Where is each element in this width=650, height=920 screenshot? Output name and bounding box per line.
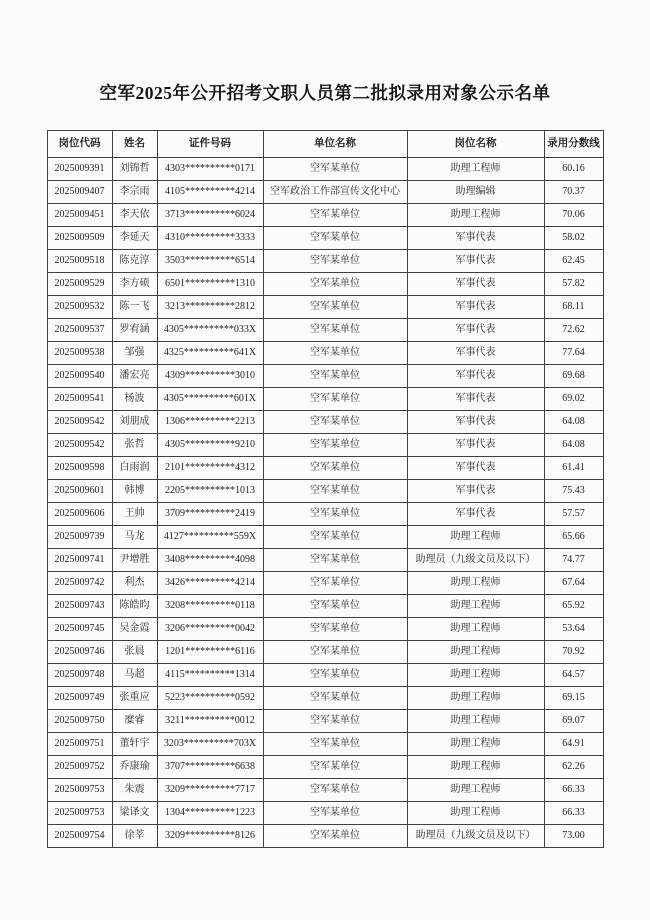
table-cell: 2025009606 (47, 503, 112, 526)
table-cell: 空军某单位 (263, 273, 407, 296)
table-cell: 2025009752 (47, 756, 112, 779)
table-cell: 3208**********0118 (157, 595, 263, 618)
table-cell: 空军某单位 (263, 503, 407, 526)
table-cell: 3503**********6514 (157, 250, 263, 273)
table-cell: 70.92 (544, 641, 603, 664)
table-cell: 军事代表 (407, 411, 544, 434)
table-cell: 空军某单位 (263, 779, 407, 802)
table-row (47, 526, 603, 549)
table-cell: 陈克淳 (112, 250, 157, 273)
table-row (47, 296, 603, 319)
column-header: 姓名 (112, 131, 157, 158)
table-cell: 3206**********0042 (157, 618, 263, 641)
table-row (47, 618, 603, 641)
table-body (47, 158, 603, 848)
table-cell: 空军某单位 (263, 595, 407, 618)
table-cell: 韩博 (112, 480, 157, 503)
table-cell: 空军某单位 (263, 457, 407, 480)
table-cell: 64.57 (544, 664, 603, 687)
table-row (47, 342, 603, 365)
table-cell: 李天依 (112, 204, 157, 227)
table-cell: 2025009542 (47, 411, 112, 434)
table-row (47, 365, 603, 388)
table-cell: 助理工程师 (407, 572, 544, 595)
table-row (47, 388, 603, 411)
table-cell: 军事代表 (407, 503, 544, 526)
table-cell: 69.68 (544, 365, 603, 388)
table-cell: 70.37 (544, 181, 603, 204)
table-cell: 68.11 (544, 296, 603, 319)
table-cell: 3209**********7717 (157, 779, 263, 802)
table-cell: 2025009746 (47, 641, 112, 664)
table-cell: 62.26 (544, 756, 603, 779)
table-cell: 2025009739 (47, 526, 112, 549)
table-cell: 2025009753 (47, 779, 112, 802)
table-cell: 空军某单位 (263, 825, 407, 848)
table-cell: 助理员（九级文员及以下） (407, 825, 544, 848)
table-row (47, 549, 603, 572)
table-cell: 助理工程师 (407, 641, 544, 664)
table-cell: 2025009753 (47, 802, 112, 825)
table-cell: 陈一飞 (112, 296, 157, 319)
table-row (47, 710, 603, 733)
table-cell: 尹增胜 (112, 549, 157, 572)
table-cell: 66.33 (544, 802, 603, 825)
table-cell: 1201**********6116 (157, 641, 263, 664)
table-cell: 助理工程师 (407, 733, 544, 756)
table-row (47, 572, 603, 595)
table-cell: 4115**********1314 (157, 664, 263, 687)
table-cell: 4305**********601X (157, 388, 263, 411)
table-cell: 2025009532 (47, 296, 112, 319)
table-row (47, 641, 603, 664)
table-cell: 邹强 (112, 342, 157, 365)
table-cell: 57.82 (544, 273, 603, 296)
table-cell: 空军某单位 (263, 434, 407, 457)
table-cell: 4310**********3333 (157, 227, 263, 250)
table-cell: 助理工程师 (407, 802, 544, 825)
table-cell: 2025009540 (47, 365, 112, 388)
table-row (47, 227, 603, 250)
column-header: 岗位代码 (47, 131, 112, 158)
table-cell: 65.92 (544, 595, 603, 618)
column-header: 岗位名称 (407, 131, 544, 158)
table-cell: 67.64 (544, 572, 603, 595)
table-cell: 空军某单位 (263, 526, 407, 549)
table-cell: 助理工程师 (407, 618, 544, 641)
table-cell: 助理工程师 (407, 664, 544, 687)
table-cell: 徐莘 (112, 825, 157, 848)
table-cell: 空军某单位 (263, 388, 407, 411)
table-cell: 1306**********2213 (157, 411, 263, 434)
table-cell: 潘宏亮 (112, 365, 157, 388)
table-cell: 张重应 (112, 687, 157, 710)
table-cell: 军事代表 (407, 434, 544, 457)
table-cell: 白雨润 (112, 457, 157, 480)
table-cell: 军事代表 (407, 365, 544, 388)
table-cell: 朱震 (112, 779, 157, 802)
table-cell: 2025009407 (47, 181, 112, 204)
table-cell: 3408**********4098 (157, 549, 263, 572)
table-cell: 2025009750 (47, 710, 112, 733)
table-cell: 助理工程师 (407, 710, 544, 733)
table-cell: 马超 (112, 664, 157, 687)
table-cell: 2025009598 (47, 457, 112, 480)
table-cell: 4309**********3010 (157, 365, 263, 388)
table-cell: 61.41 (544, 457, 603, 480)
table-cell: 3709**********2419 (157, 503, 263, 526)
table-cell: 1304**********1223 (157, 802, 263, 825)
table-cell: 77.64 (544, 342, 603, 365)
table-cell: 军事代表 (407, 273, 544, 296)
table-cell: 李宗雨 (112, 181, 157, 204)
table-cell: 杨波 (112, 388, 157, 411)
table-cell: 2025009741 (47, 549, 112, 572)
table-cell: 空军某单位 (263, 342, 407, 365)
table-row (47, 181, 603, 204)
table-cell: 马龙 (112, 526, 157, 549)
table-cell: 空军政治工作部宣传文化中心 (263, 181, 407, 204)
table-header-row (47, 131, 603, 158)
table-cell: 助理工程师 (407, 158, 544, 181)
table-cell: 陈皓昀 (112, 595, 157, 618)
table-cell: 2025009542 (47, 434, 112, 457)
table-cell: 2025009518 (47, 250, 112, 273)
table-cell: 空军某单位 (263, 296, 407, 319)
table-cell: 王帅 (112, 503, 157, 526)
column-header: 证件号码 (157, 131, 263, 158)
column-header: 录用分数线 (544, 131, 603, 158)
table-cell: 73.00 (544, 825, 603, 848)
table-cell: 57.57 (544, 503, 603, 526)
table-row (47, 825, 603, 848)
table-cell: 张哲 (112, 434, 157, 457)
table-cell: 助理工程师 (407, 595, 544, 618)
table-cell: 3203**********703X (157, 733, 263, 756)
table-row (47, 687, 603, 710)
table-cell: 3707**********6638 (157, 756, 263, 779)
table-cell: 空军某单位 (263, 664, 407, 687)
table-cell: 4303**********0171 (157, 158, 263, 181)
table-cell: 空军某单位 (263, 756, 407, 779)
table-row (47, 319, 603, 342)
table-row (47, 480, 603, 503)
table-cell: 刘锦哲 (112, 158, 157, 181)
table-cell: 空军某单位 (263, 733, 407, 756)
table-cell: 利杰 (112, 572, 157, 595)
table-cell: 糜睿 (112, 710, 157, 733)
table-row (47, 595, 603, 618)
table-cell: 空军某单位 (263, 204, 407, 227)
table-cell: 空军某单位 (263, 641, 407, 664)
table-cell: 助理编辑 (407, 181, 544, 204)
table-cell: 2025009754 (47, 825, 112, 848)
table-cell: 空军某单位 (263, 618, 407, 641)
table-cell: 69.02 (544, 388, 603, 411)
table-row (47, 158, 603, 181)
table-cell: 乔康瑜 (112, 756, 157, 779)
table-cell: 62.45 (544, 250, 603, 273)
table-cell: 2025009743 (47, 595, 112, 618)
table-cell: 2025009529 (47, 273, 112, 296)
table-cell: 空军某单位 (263, 365, 407, 388)
table-cell: 72.62 (544, 319, 603, 342)
table-row (47, 802, 603, 825)
table-cell: 2025009748 (47, 664, 112, 687)
table-cell: 64.08 (544, 411, 603, 434)
table-cell: 69.15 (544, 687, 603, 710)
table-cell: 助理员（九级文员及以下） (407, 549, 544, 572)
table-cell: 2205**********1013 (157, 480, 263, 503)
table-row (47, 204, 603, 227)
table-cell: 3209**********8126 (157, 825, 263, 848)
table-cell: 65.66 (544, 526, 603, 549)
table-cell: 空军某单位 (263, 480, 407, 503)
table-cell: 64.91 (544, 733, 603, 756)
table-cell: 2025009742 (47, 572, 112, 595)
table-cell: 空军某单位 (263, 250, 407, 273)
table-cell: 2025009538 (47, 342, 112, 365)
table-cell: 4305**********033X (157, 319, 263, 342)
table-cell: 空军某单位 (263, 549, 407, 572)
table-cell: 2025009391 (47, 158, 112, 181)
table-cell: 军事代表 (407, 457, 544, 480)
table-cell: 6501**********1310 (157, 273, 263, 296)
table-cell: 助理工程师 (407, 687, 544, 710)
table-cell: 空军某单位 (263, 158, 407, 181)
table-cell: 58.02 (544, 227, 603, 250)
table-row (47, 756, 603, 779)
table-cell: 空军某单位 (263, 227, 407, 250)
table-cell: 军事代表 (407, 342, 544, 365)
page-title: 空军2025年公开招考文职人员第二批拟录用对象公示名单 (99, 83, 551, 103)
table-header-row (47, 131, 603, 158)
roster-table (47, 130, 604, 848)
table-cell: 69.07 (544, 710, 603, 733)
table-cell: 军事代表 (407, 296, 544, 319)
table-cell: 助理工程师 (407, 204, 544, 227)
table-cell: 53.64 (544, 618, 603, 641)
table-row (47, 250, 603, 273)
table-row (47, 733, 603, 756)
table-cell: 李方硕 (112, 273, 157, 296)
table-cell: 李延天 (112, 227, 157, 250)
table-cell: 5223**********0592 (157, 687, 263, 710)
table-cell: 64.08 (544, 434, 603, 457)
table-row (47, 664, 603, 687)
table-cell: 70.06 (544, 204, 603, 227)
table-cell: 66.33 (544, 779, 603, 802)
table-cell: 2025009451 (47, 204, 112, 227)
table-cell: 3426**********4214 (157, 572, 263, 595)
table-cell: 2025009537 (47, 319, 112, 342)
table-cell: 刘朋成 (112, 411, 157, 434)
table-cell: 梁译文 (112, 802, 157, 825)
column-header: 单位名称 (263, 131, 407, 158)
table-cell: 空军某单位 (263, 572, 407, 595)
table-cell: 2101**********4312 (157, 457, 263, 480)
table-cell: 军事代表 (407, 250, 544, 273)
table-cell: 2025009541 (47, 388, 112, 411)
table-row (47, 503, 603, 526)
table-cell: 空军某单位 (263, 319, 407, 342)
table-cell: 60.16 (544, 158, 603, 181)
table-cell: 2025009745 (47, 618, 112, 641)
table-cell: 2025009601 (47, 480, 112, 503)
table-cell: 军事代表 (407, 388, 544, 411)
table-row (47, 779, 603, 802)
table-cell: 4127**********559X (157, 526, 263, 549)
table-cell: 军事代表 (407, 480, 544, 503)
table-row (47, 457, 603, 480)
table-cell: 吴金霞 (112, 618, 157, 641)
table-cell: 助理工程师 (407, 779, 544, 802)
table-cell: 4305**********9210 (157, 434, 263, 457)
table-row (47, 273, 603, 296)
table-cell: 3211**********0012 (157, 710, 263, 733)
table-cell: 张晨 (112, 641, 157, 664)
table-row (47, 434, 603, 457)
table-cell: 助理工程师 (407, 526, 544, 549)
table-cell: 4105**********4214 (157, 181, 263, 204)
table-cell: 2025009509 (47, 227, 112, 250)
table-cell: 空军某单位 (263, 411, 407, 434)
table-cell: 3713**********6024 (157, 204, 263, 227)
table-cell: 罗宥涵 (112, 319, 157, 342)
table-cell: 4325**********641X (157, 342, 263, 365)
table-cell: 空军某单位 (263, 687, 407, 710)
table-cell: 助理工程师 (407, 756, 544, 779)
table-cell: 3213**********2812 (157, 296, 263, 319)
table-cell: 2025009751 (47, 733, 112, 756)
table-cell: 74.77 (544, 549, 603, 572)
table-cell: 军事代表 (407, 319, 544, 342)
table-row (47, 411, 603, 434)
table-cell: 空军某单位 (263, 802, 407, 825)
table-cell: 董轩宇 (112, 733, 157, 756)
table-cell: 空军某单位 (263, 710, 407, 733)
table-cell: 75.43 (544, 480, 603, 503)
table-cell: 2025009749 (47, 687, 112, 710)
table-cell: 军事代表 (407, 227, 544, 250)
